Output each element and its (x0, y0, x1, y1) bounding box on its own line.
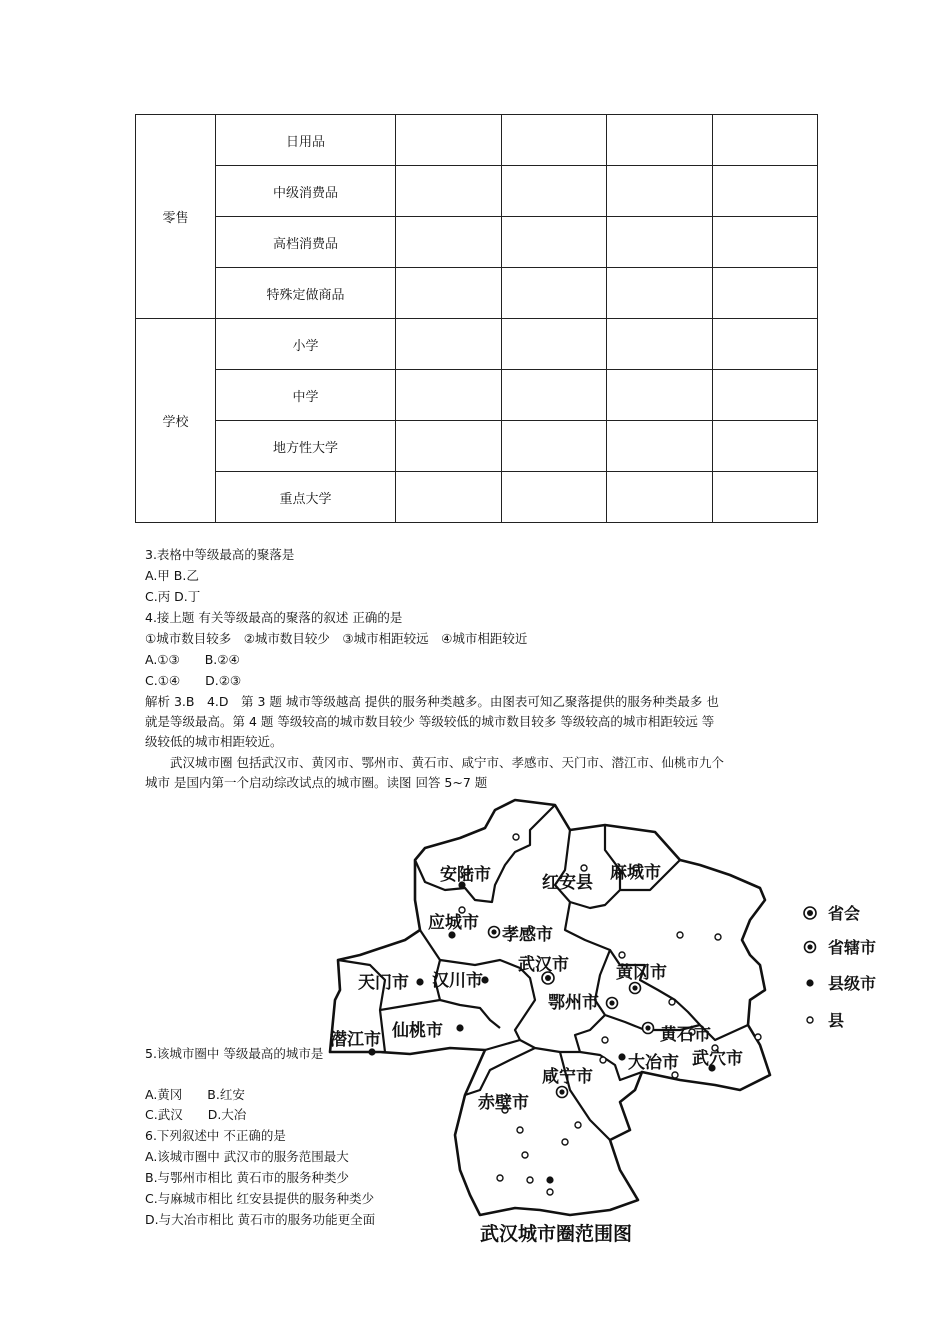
map-label-chibi: 赤壁市 (478, 1093, 529, 1113)
empty-cell (607, 115, 713, 166)
empty-cell (396, 217, 502, 268)
legend-county-icon (807, 1017, 813, 1023)
q3-stem: 3.表格中等级最高的聚落是 (145, 547, 295, 562)
prefecture-city-marker-dot (491, 929, 496, 934)
map-label-hanchuan: 汉川市 (432, 971, 483, 991)
q3-options-cd: C.丙 D.丁 (145, 589, 201, 604)
service-label: 小学 (216, 319, 396, 370)
empty-cell (501, 370, 607, 421)
q6-option-b: B.与鄂州市相比 黄石市的服务种类少 (145, 1170, 350, 1185)
county-marker (497, 1175, 503, 1181)
empty-cell (712, 217, 818, 268)
q5-stem: 5.该城市圈中 等级最高的城市是 (145, 1046, 324, 1061)
empty-cell (396, 370, 502, 421)
map-label-anlu: 安陆市 (440, 865, 491, 885)
intro-line-1: 武汉城市圈 包括武汉市、黄冈市、鄂州市、黄石市、咸宁市、孝感市、天门市、潜江市、仙桃市九个 (145, 755, 724, 770)
prefecture-city-marker-dot (559, 1089, 564, 1094)
map-label-xiaogan: 孝感市 (502, 925, 553, 945)
analysis-line-2: 就是等级最高。第 4 题 等级较高的城市数目较少 等级较低的城市数目较多 等级较高的城市相距较远 等 (145, 714, 715, 729)
empty-cell (607, 421, 713, 472)
prefecture-city-marker-dot (632, 985, 637, 990)
empty-cell (712, 472, 818, 523)
legend-label: 省辖市 (828, 938, 877, 957)
q4-stem: 4.接上题 有关等级最高的聚落的叙述 正确的是 (145, 610, 403, 625)
county-city-marker (618, 1053, 625, 1060)
county-marker (600, 1057, 606, 1063)
group-label: 零售 (136, 115, 216, 319)
empty-cell (607, 166, 713, 217)
table-row (136, 217, 818, 268)
empty-cell (501, 472, 607, 523)
empty-cell (396, 115, 502, 166)
empty-cell (712, 370, 818, 421)
legend-label: 县 (828, 1011, 845, 1030)
empty-cell (607, 370, 713, 421)
empty-cell (712, 319, 818, 370)
county-marker (602, 1037, 608, 1043)
table-row (136, 472, 818, 523)
empty-cell (712, 268, 818, 319)
map-label-wuhan: 武汉市 (518, 955, 569, 975)
q4-options-cd: C.①④ D.②③ (145, 673, 242, 688)
q6-option-c: C.与麻城市相比 红安县提供的服务种类少 (145, 1191, 375, 1206)
service-table-body (136, 115, 818, 523)
county-marker (677, 932, 683, 938)
empty-cell (501, 217, 607, 268)
group-label: 学校 (136, 319, 216, 523)
table-row (136, 115, 818, 166)
county-marker (527, 1177, 533, 1183)
map-label-wuxue: 武穴市 (692, 1049, 743, 1069)
county-marker (513, 834, 519, 840)
empty-cell (712, 115, 818, 166)
empty-cell (396, 421, 502, 472)
map-label-macheng: 麻城市 (610, 863, 661, 883)
county-city-marker (456, 1024, 463, 1031)
empty-cell (396, 472, 502, 523)
q6-option-a: A.该城市圈中 武汉市的服务范围最大 (145, 1149, 349, 1164)
county-city-marker (416, 978, 423, 985)
q4-choices: ①城市数目较多 ②城市数目较少 ③城市相距较远 ④城市相距较近 (145, 631, 528, 646)
table-row (136, 268, 818, 319)
service-label: 高档消费品 (216, 217, 396, 268)
empty-cell (712, 166, 818, 217)
county-city-marker (546, 1176, 553, 1183)
capital-marker-dot (545, 975, 551, 981)
empty-cell (396, 166, 502, 217)
table-row (136, 319, 818, 370)
empty-cell (607, 319, 713, 370)
legend-county-city-icon (806, 979, 813, 986)
empty-cell (607, 472, 713, 523)
empty-cell (396, 268, 502, 319)
q3-options-ab: A.甲 B.乙 (145, 568, 199, 583)
table-row (136, 166, 818, 217)
q6-option-d: D.与大冶市相比 黄石市的服务功能更全面 (145, 1212, 376, 1227)
county-marker (562, 1139, 568, 1145)
county-marker (669, 999, 675, 1005)
empty-cell (501, 319, 607, 370)
empty-cell (501, 421, 607, 472)
intro-line-2: 城市 是国内第一个启动综改试点的城市圈。读图 回答 5~7 题 (145, 775, 488, 790)
service-label: 特殊定做商品 (216, 268, 396, 319)
table-row (136, 370, 818, 421)
county-marker (522, 1152, 528, 1158)
map-label-hongan: 红安县 (542, 873, 593, 893)
legend-capital-icon-dot (807, 910, 813, 916)
legend-prefecture-icon-dot (807, 944, 812, 949)
service-label: 地方性大学 (216, 421, 396, 472)
analysis-line-3: 级较低的城市相距较近。 (145, 734, 283, 749)
county-marker (755, 1034, 761, 1040)
empty-cell (712, 421, 818, 472)
map-label-yingcheng: 应城市 (428, 913, 479, 933)
map-label-xiantao: 仙桃市 (392, 1021, 443, 1041)
prefecture-city-marker-dot (609, 1000, 614, 1005)
legend-label: 省会 (828, 904, 861, 923)
county-marker (619, 952, 625, 958)
map-label-huangshi: 黄石市 (660, 1025, 711, 1045)
map-label-daye: 大冶市 (628, 1053, 679, 1073)
service-table (135, 114, 818, 523)
map-label-tianmen: 天门市 (358, 973, 409, 993)
county-marker (715, 934, 721, 940)
empty-cell (501, 115, 607, 166)
map-legend (804, 904, 876, 1030)
empty-cell (501, 166, 607, 217)
map-label-qianjiang: 潜江市 (330, 1030, 381, 1050)
map-title: 武汉城市圈范围图 (480, 1223, 633, 1245)
table-row (136, 421, 818, 472)
q6-stem: 6.下列叙述中 不正确的是 (145, 1128, 286, 1143)
county-marker (575, 1122, 581, 1128)
q5-options-ab: A.黄冈 B.红安 (145, 1087, 245, 1102)
service-label: 中级消费品 (216, 166, 396, 217)
service-label: 日用品 (216, 115, 396, 166)
empty-cell (396, 319, 502, 370)
q4-options-ab: A.①③ B.②④ (145, 652, 240, 667)
empty-cell (607, 217, 713, 268)
county-marker (517, 1127, 523, 1133)
service-label: 中学 (216, 370, 396, 421)
legend-label: 县级市 (828, 974, 877, 993)
county-marker (581, 865, 587, 871)
map-label-huanggang: 黄冈市 (616, 963, 667, 983)
map-label-xianning: 咸宁市 (542, 1067, 593, 1087)
service-label: 重点大学 (216, 472, 396, 523)
map-label-ezhou: 鄂州市 (548, 993, 599, 1013)
analysis-line-1: 解析 3.B 4.D 第 3 题 城市等级越高 提供的服务种类越多。由图表可知乙聚落提供的服务种类最多 也 (145, 694, 719, 709)
empty-cell (607, 268, 713, 319)
county-marker (547, 1189, 553, 1195)
q5-options-cd: C.武汉 D.大冶 (145, 1107, 247, 1122)
prefecture-city-marker-dot (645, 1025, 650, 1030)
empty-cell (501, 268, 607, 319)
wuhan-city-circle-map (320, 790, 910, 1260)
